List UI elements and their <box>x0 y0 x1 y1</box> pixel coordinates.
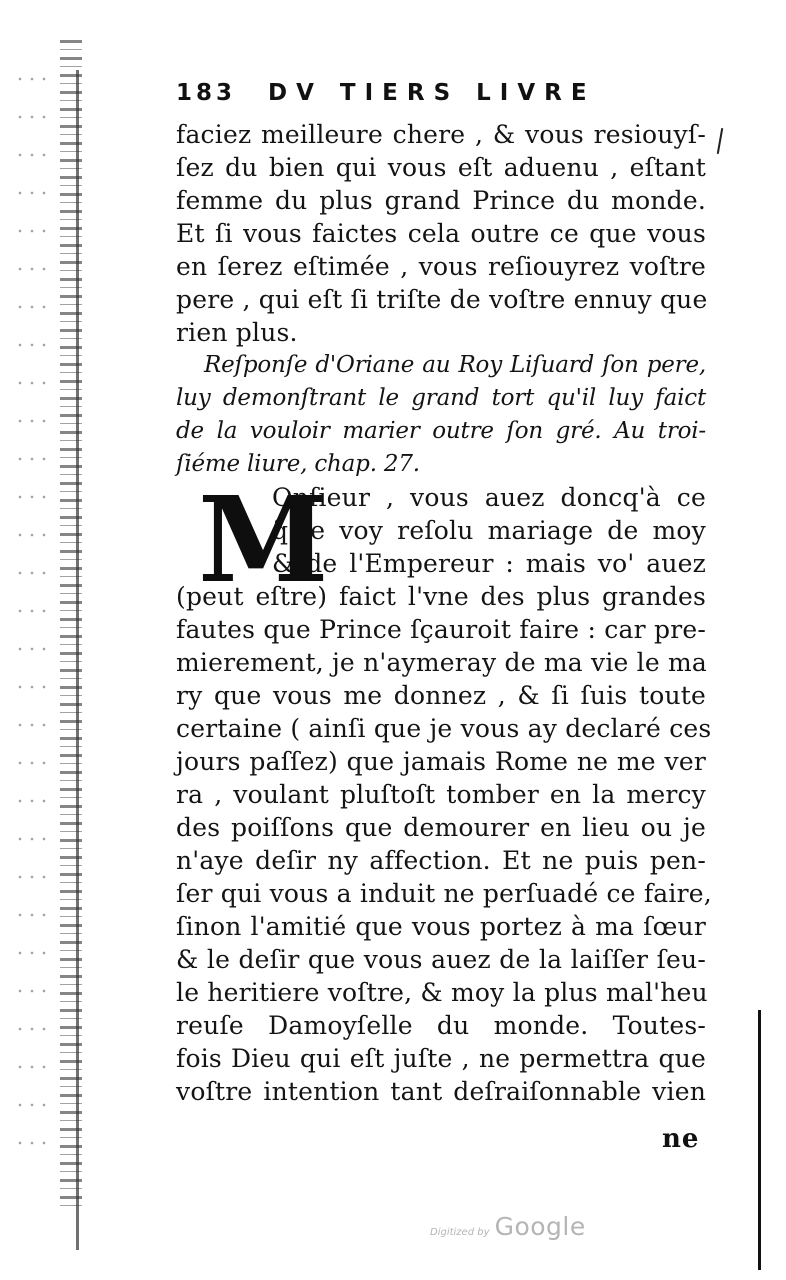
text-line: ra , voulant pluſtoſt tomber en la mercy <box>176 780 706 809</box>
rubric-line: de la vouloir marier outre ſon gré. Au troi- <box>176 418 706 444</box>
text-line: faciez meilleure chere , & vous resiouyſ- <box>176 120 706 149</box>
text-line: n'aye deſir ny affection. Et ne puis pen- <box>176 846 706 875</box>
text-line: en ſerez eſtimée , vous reſiouyrez voſtre <box>176 252 706 281</box>
text-line: femme du plus grand Prince du monde. <box>176 186 706 215</box>
digitized-watermark <box>430 1212 586 1241</box>
rubric-line: Reſponſe d'Oriane au Roy Liſuard ſon pere, <box>204 352 706 378</box>
text-line: ſer qui vous a induit ne perſuadé ce faire, <box>176 879 712 908</box>
page-edge-mark <box>758 1010 761 1270</box>
text-line: & le deſir que vous auez de la laiſſer ſeu- <box>176 945 706 974</box>
running-title: DV TIERS LIVRE <box>268 80 596 106</box>
text-line: certaine ( ainſi que je vous ay declaré ces <box>176 714 712 743</box>
text-line: (peut eſtre) faict l'vne des plus grandes <box>176 582 706 611</box>
text-line: rien plus. <box>176 318 298 347</box>
text-line: ſinon l'amitié que vous portez à ma ſœur <box>176 912 706 941</box>
text-line: Onſieur , vous auez doncq'à ce <box>272 483 706 512</box>
rubric-line: luy demonſtrant le grand tort qu'il luy faict <box>176 385 706 411</box>
text-line: & de l'Empereur : mais vo' auez <box>272 549 706 578</box>
text-line: q̃ je voy reſolu mariage de moy <box>272 516 706 545</box>
text-line: des poiſſons que demourer en lieu ou je <box>176 813 706 842</box>
text-line: fautes que Prince ſçauroit faire : car pre- <box>176 615 706 644</box>
catchword: ne <box>662 1124 700 1154</box>
running-header <box>176 80 596 112</box>
text-line: ſez du bien qui vous eſt aduenu , eſtant <box>176 153 706 182</box>
binding-edge-line <box>76 70 79 1250</box>
text-line: le heritiere voſtre, & moy la plus mal'heu <box>176 978 708 1007</box>
text-line: mierement, je n'aymeray de ma vie le ma <box>176 648 708 677</box>
page-number: 183 <box>176 80 237 106</box>
drop-initial: M <box>198 470 329 609</box>
text-block <box>176 118 712 1108</box>
google-wordmark: Google <box>494 1212 586 1241</box>
text-line: ry que vous me donnez , & ſi ſuis toute <box>176 681 706 710</box>
text-line: Et ſi vous faictes cela outre ce que vous <box>176 219 706 248</box>
text-line: pere , qui eſt ſi triſte de voſtre ennuy que <box>176 285 708 314</box>
digitized-prefix: Digitized by <box>430 1227 490 1238</box>
text-line: fois Dieu qui eſt juſte , ne permettra que <box>176 1044 706 1073</box>
text-line: jours paſſez) que jamais Rome ne me ver <box>176 747 706 776</box>
rubric-line: ſiéme liure, chap. 27. <box>176 451 420 477</box>
scan-noise <box>14 60 50 1160</box>
page-edge-tick <box>717 128 723 154</box>
text-line: voſtre intention tant deſraiſonnable vien <box>176 1077 706 1106</box>
text-line: reuſe Damoyſelle du monde. Toutes- <box>176 1011 706 1040</box>
